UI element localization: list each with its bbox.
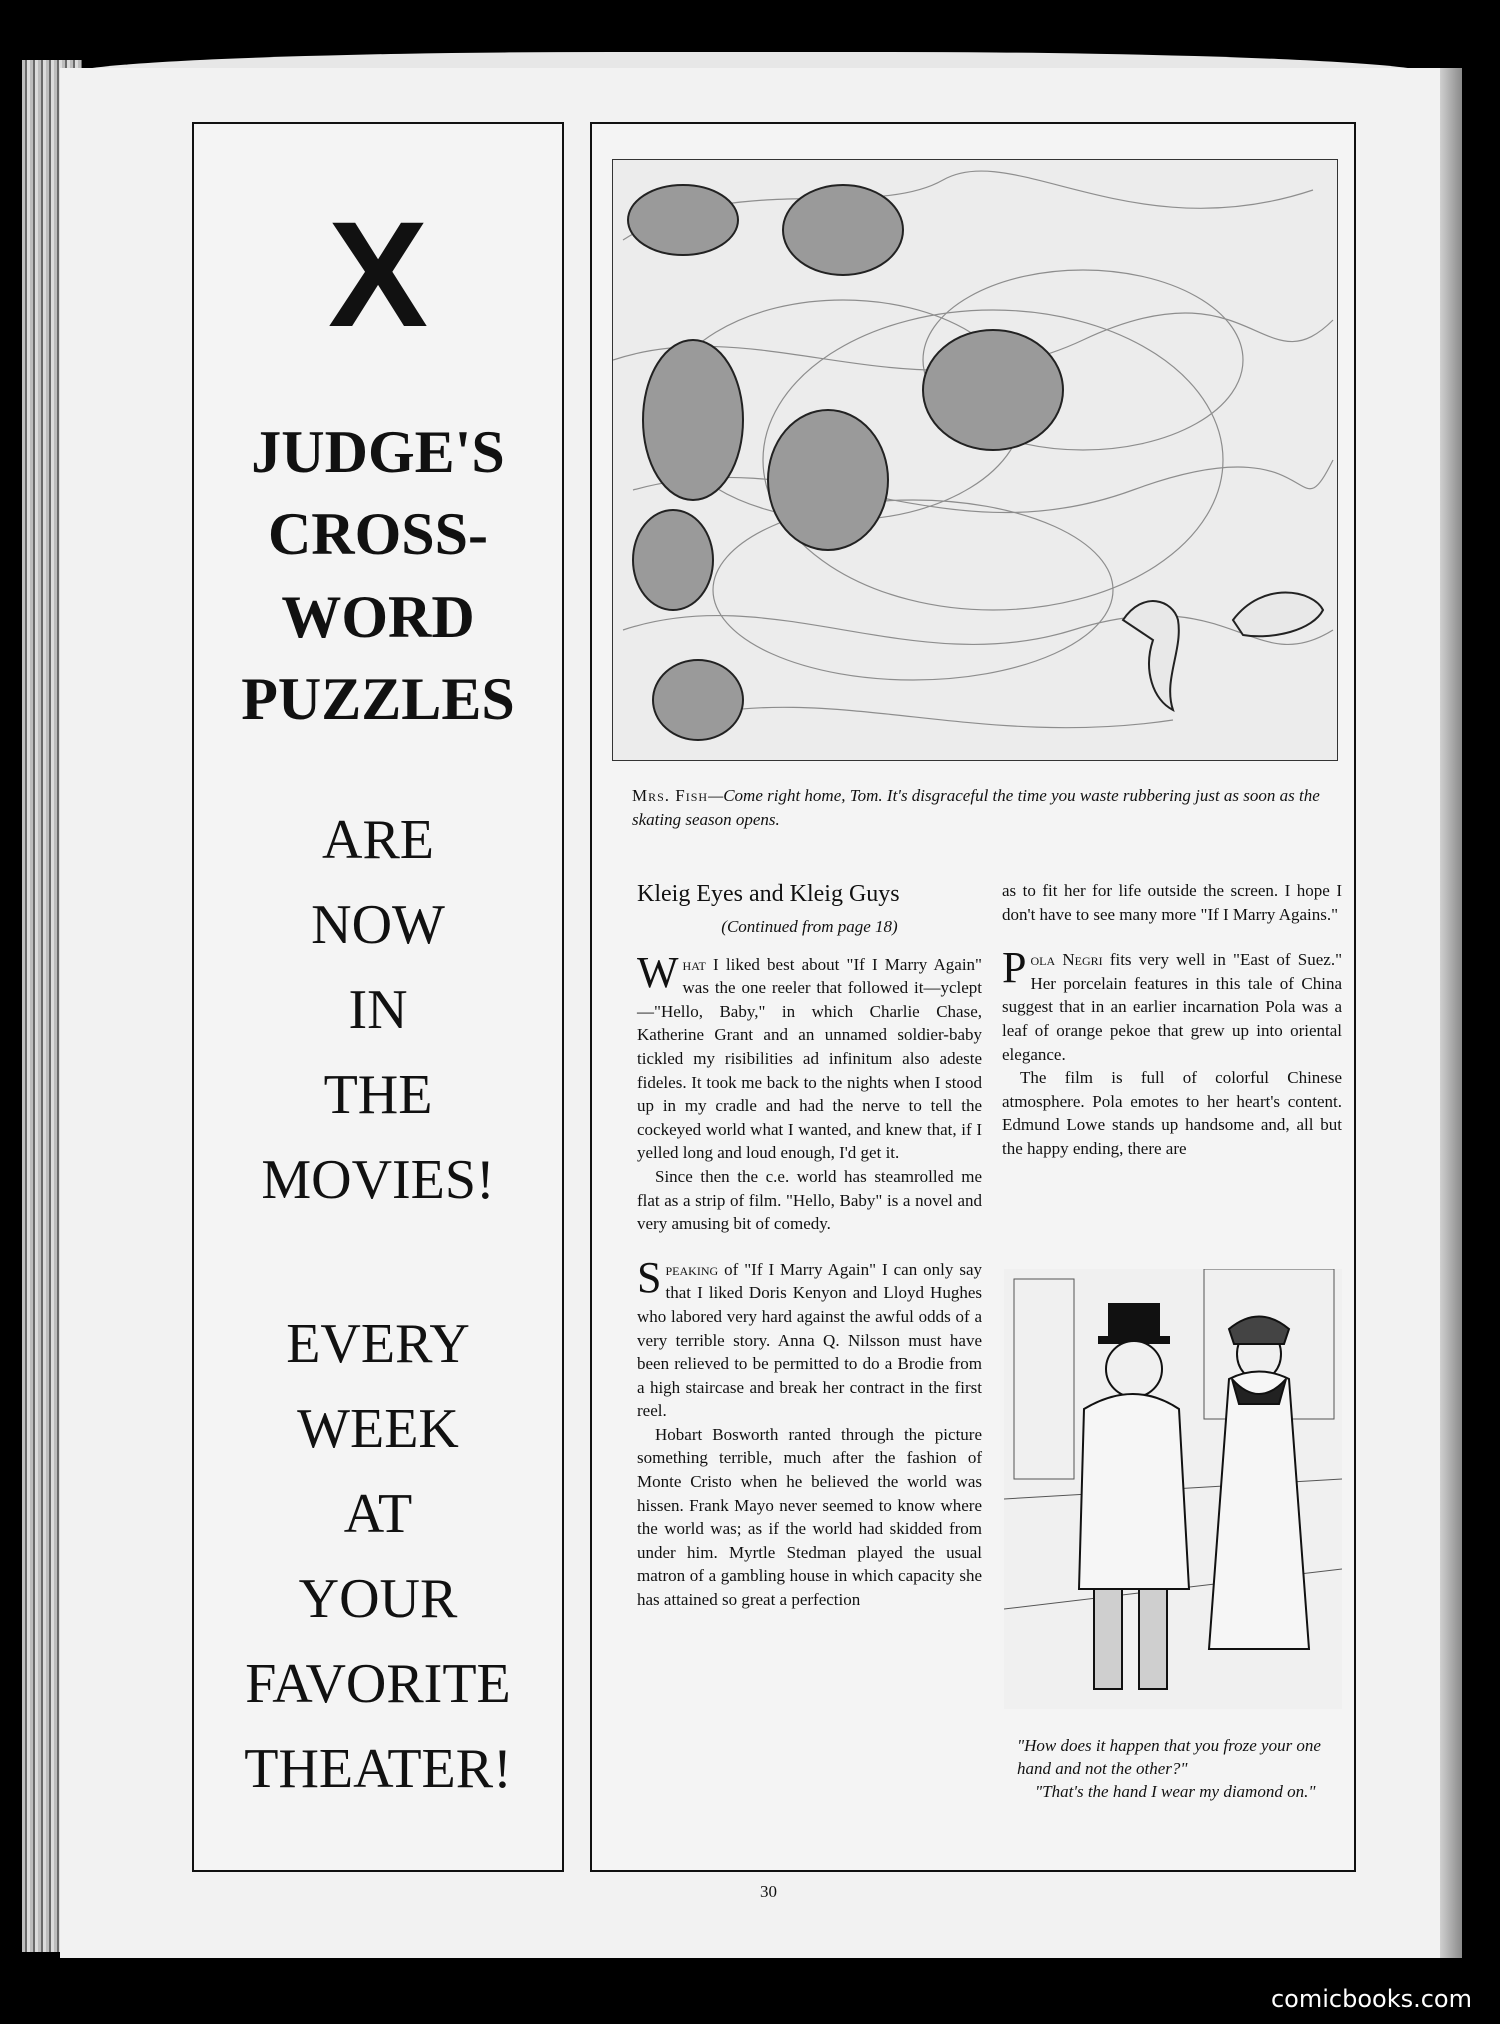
- article-column-left: [637, 879, 982, 1612]
- paragraph-3-text: of "If I Marry Again" I can only say that I liked Doris Kenyon and Lloyd Hughes who labored very hard against the awful odds of a very terrible story. Anna Q. Nilsson must have been relieved to be permitted to do a Brodie from a high staircase and break her contract in the first reel.: [637, 1259, 982, 1421]
- ad-line-the: THE: [323, 1064, 433, 1126]
- paragraph-5: as to fit her for life outside the screen. I hope I don't have to see many more "If I Marry Agains.": [1002, 881, 1342, 924]
- ad-line-favorite: FAVORITE: [245, 1653, 511, 1715]
- caption-answer: "That's the hand I wear my diamond on.": [1035, 1782, 1316, 1801]
- paragraph-1-text: I liked best about "If I Marry Again" was the one reeler that followed it—yclept—"Hello, Baby," in which Charlie Chase, Katherine Grant and an unnamed soldier-baby tickled my risibilities ad infinitum also adeste fideles. It took me back to the nights when I stood up in my cradle and had the nerve to tell the cockeyed world what I wanted, and knew that, if I yelled long and loud enough, I'd get it.: [637, 954, 982, 1163]
- ad-line-theater: THEATER!: [244, 1738, 512, 1800]
- ad-line-cross: CROSS-: [267, 501, 489, 567]
- ad-line-judges: JUDGE'S: [251, 419, 505, 485]
- ad-line-are: ARE: [322, 809, 434, 871]
- dropcap-s: S: [637, 1252, 662, 1302]
- page-number: 30: [760, 1882, 777, 1901]
- paragraph-2: Since then the c.e. world has steamrolled me flat as a strip of film. "Hello, Baby" is a novel and very amusing bit of comedy.: [637, 1166, 982, 1234]
- paragraph-7: The film is full of colorful Chinese atmosphere. Pola emotes to her heart's content. Edmund Lowe stands up handsome and, all but the happy ending, there are: [1002, 1068, 1342, 1158]
- page-gutter-shadow: [1440, 68, 1462, 1958]
- paragraph-6: [1002, 943, 1343, 1066]
- skating-fish-cartoon: [612, 159, 1338, 761]
- paragraph-6-text: fits very well in "East of Suez." Her porcelain features in this tale of China suggest that in an earlier incarnation Pola was a leaf of orange pekoe that grew up into oriental elegance.: [1002, 950, 1343, 1064]
- ad-line-now: NOW: [311, 894, 445, 956]
- article-title: Kleig Eyes and Kleig Guys: [637, 881, 900, 907]
- source-watermark: comicbooks.com: [1270, 1985, 1472, 2013]
- ad-line-movies: MOVIES!: [261, 1149, 495, 1211]
- continued-note: (Continued from page 18): [721, 917, 898, 936]
- dropcap-p: P: [1002, 943, 1027, 993]
- ad-line-in: IN: [348, 979, 408, 1041]
- ad-line-at: AT: [343, 1483, 413, 1545]
- caption-text: —Come right home, Tom. It's disgraceful the time you waste rubbering just as soon as the skating season opens.: [632, 786, 1320, 829]
- ad-line-week: WEEK: [297, 1398, 459, 1460]
- ad-line-every: EVERY: [286, 1313, 470, 1375]
- ad-line-word: WORD: [281, 584, 475, 650]
- paragraph-4: Hobart Bosworth ranted through the picture something terrible, much after the fashion of Monte Cristo when he believed the world was hissen. Frank Mayo never seemed to know where the world was; as if the world had skidded from under him. Myrtle Stedman played the usual matron of a gambling house in which capacity she has attained so great a perfection: [637, 1424, 982, 1610]
- crossword-ad-panel: [192, 122, 564, 1872]
- caption-speaker: Mrs. Fish: [632, 786, 709, 805]
- lead-word-3: peaking: [665, 1259, 719, 1279]
- skating-fish-drawing: [613, 160, 1337, 760]
- top-cartoon-caption: [632, 784, 1322, 832]
- lead-word-1: hat: [682, 954, 706, 974]
- paragraph-3: [637, 1252, 982, 1423]
- article-column-right: [1002, 879, 1342, 1161]
- street-couple-cartoon: [1004, 1269, 1342, 1709]
- ad-line-puzzles: PUZZLES: [241, 666, 515, 732]
- paragraph-1: [637, 947, 982, 1165]
- ad-line-your: YOUR: [298, 1568, 458, 1630]
- bottom-cartoon-caption: [1017, 1734, 1342, 1803]
- article-panel: [590, 122, 1356, 1872]
- caption-question: "How does it happen that you froze your one hand and not the other?": [1017, 1736, 1321, 1778]
- ad-x-mark: X: [327, 190, 429, 358]
- street-couple-drawing: [1004, 1269, 1342, 1709]
- dropcap-w: W: [637, 947, 679, 997]
- lead-word-6: ola Negri: [1030, 950, 1103, 970]
